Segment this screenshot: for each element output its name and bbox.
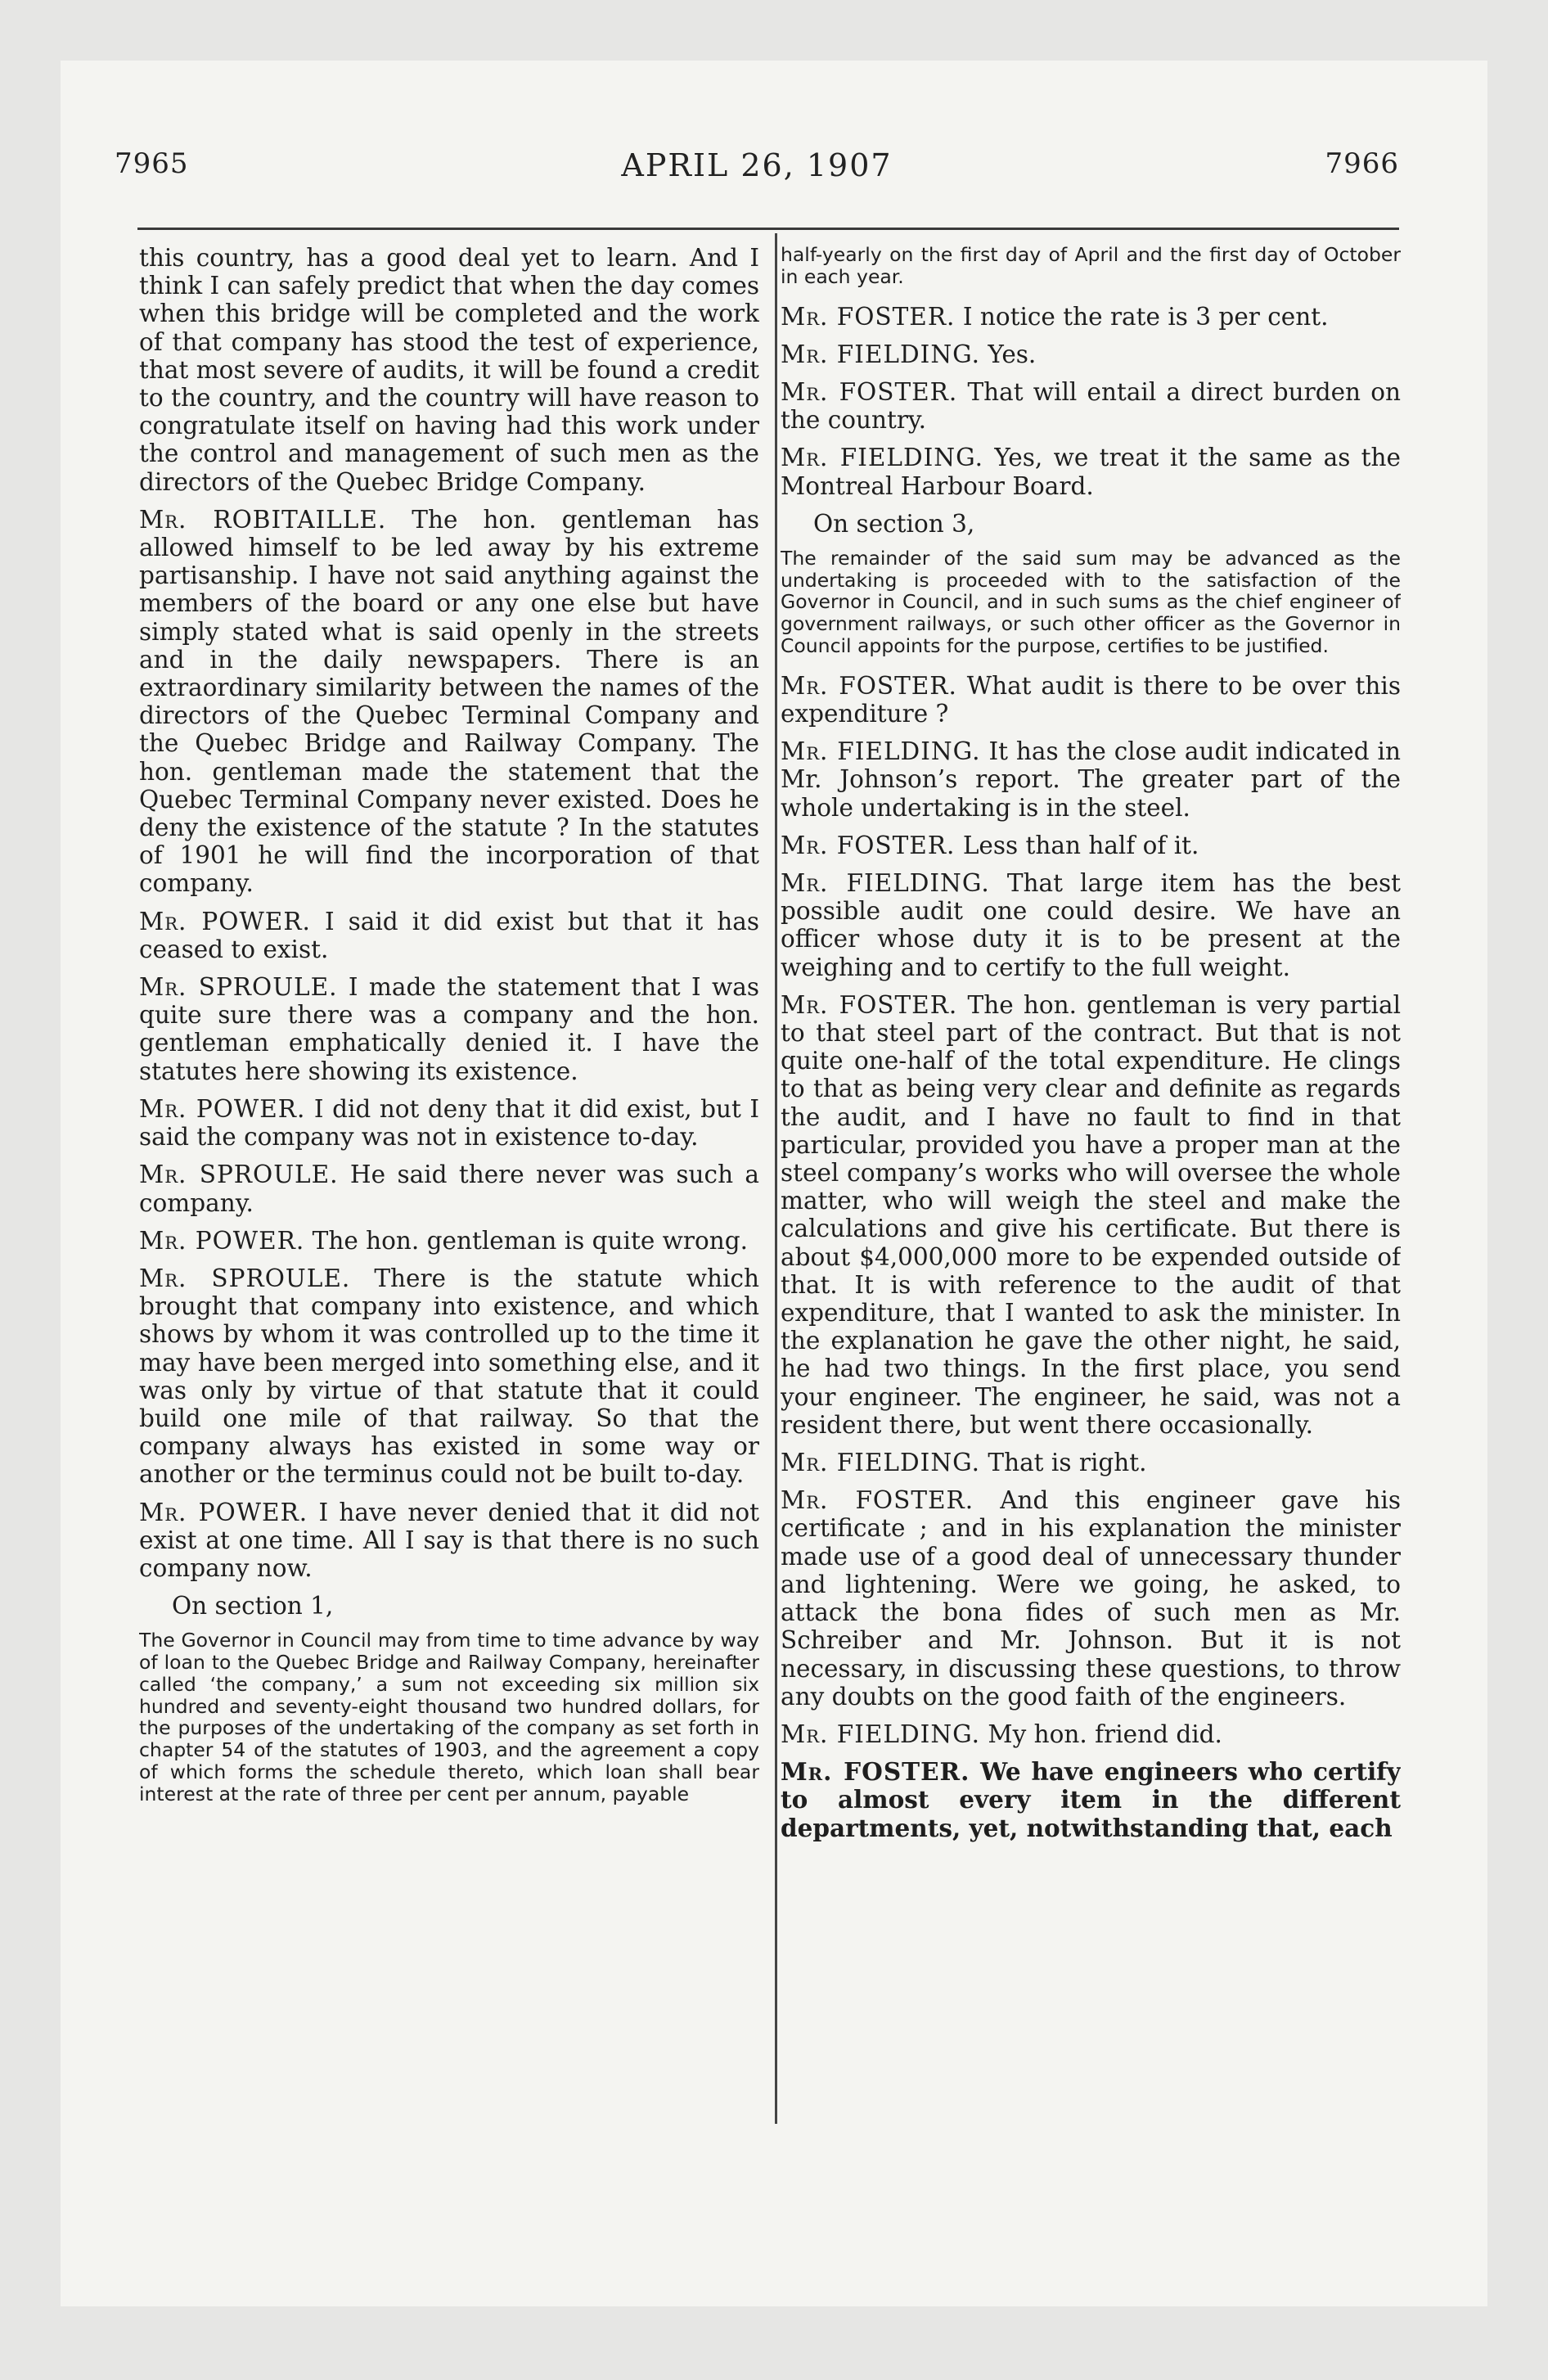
speaker-name: Mr. SPROULE. xyxy=(139,973,338,1002)
speech xyxy=(139,973,759,1085)
speech-text: That large item has the best possible audit one could desire. We have an officer whose duty it is to be present at the weighing and to certify to the full weight. xyxy=(781,869,1401,981)
statute-quote: The Governor in Council may from time to time advance by way of loan to the Quebec Bridge and Railway Company, hereinafter called ‘the company,’ a sum not exceeding six million six hundred and seventy-eight thousand two hundred dollars, for the purposes of the undertaking of the company as set forth in chapter 54 of the statutes of 1903, and the agreement a copy of which forms the schedule thereto, which loan shall bear interest at the rate of three per cent per annum, payable xyxy=(139,1629,759,1805)
speech-text: I have never denied that it did not exist at one time. All I say is that there is no such company now. xyxy=(139,1498,759,1582)
speaker-name: Mr. POWER. xyxy=(139,1226,305,1255)
speech xyxy=(139,1095,759,1151)
speaker-name: Mr. SPROULE. xyxy=(139,1264,351,1292)
speech xyxy=(781,303,1401,331)
speech-text: I notice the rate is 3 per cent. xyxy=(962,302,1329,331)
speaker-name: Mr. FOSTER. xyxy=(781,302,956,331)
speech xyxy=(781,1486,1401,1711)
speech xyxy=(781,737,1401,822)
speaker-name: Mr. FOSTER. xyxy=(781,671,957,700)
speech xyxy=(781,444,1401,499)
speaker-name: Mr. FIELDING. xyxy=(781,737,981,766)
column-divider xyxy=(775,233,777,2124)
speaker-name: Mr. FIELDING. xyxy=(781,869,990,898)
speaker-name: Mr. FIELDING. xyxy=(781,444,983,472)
speech xyxy=(139,1227,759,1255)
speech-text: We have engineers who certify to almost every item in the different departments, yet, notwithstanding that, each xyxy=(781,1757,1401,1842)
header-rule xyxy=(137,228,1399,230)
speech-text: That is right. xyxy=(988,1449,1147,1477)
speech-text: Yes. xyxy=(988,340,1037,368)
speaker-name: Mr. FOSTER. xyxy=(781,1757,970,1787)
speech xyxy=(781,869,1401,981)
speech xyxy=(781,378,1401,434)
speech-text: Less than half of it. xyxy=(962,831,1199,859)
speaker-name: Mr. POWER. xyxy=(139,1094,306,1123)
right-column xyxy=(781,244,1401,2143)
statute-quote-continued: half-yearly on the first day of April and the first day of October in each year. xyxy=(781,244,1401,288)
speaker-name: Mr. FOSTER. xyxy=(781,378,958,406)
speech-text: I made the statement that I was quite sure there was a company and the hon. gentleman emphatically denied it. I have the statutes here showing its existence. xyxy=(139,973,759,1085)
speech-text: Yes, we treat it the same as the Montreal Harbour Board. xyxy=(781,444,1401,500)
speech-text: And this engineer gave his certificate ; and in his explanation the minister made use of a good deal of unnecessary thunder and lightening. Were we going, he asked, to attack the bona fides of such men as Mr. Schreiber and Mr. Johnson. But it is not necessary, in discussing these questions, to throw any doubts on the good faith of the engineers. xyxy=(781,1486,1401,1711)
speech xyxy=(139,908,759,963)
paragraph: this country, has a good deal yet to learn. And I think I can safely predict that when the day comes when this bridge will be completed and the work of that company has stood the test of experience, that most severe of audits, it will be found a credit to the country, and the country will have reason to congratulate itself on having had this work under the control and management of such men as the directors of the Quebec Bridge Company. xyxy=(139,244,759,496)
left-page-number: 7965 xyxy=(115,147,189,180)
speaker-name: Mr. FIELDING. xyxy=(781,1720,981,1748)
speech xyxy=(781,340,1401,368)
speaker-name: Mr. FOSTER. xyxy=(781,831,956,859)
speaker-name: Mr. FIELDING. xyxy=(781,1449,981,1477)
speaker-name: Mr. POWER. xyxy=(139,907,311,935)
statute-quote: The remainder of the said sum may be advanced as the undertaking is proceeded with to the satisfaction of the Governor in Council, and in such sums as the chief engineer of government railways, or such other officer as the Governor in Council appoints for the purpose, certifies to be justified. xyxy=(781,546,1401,657)
speaker-name: Mr. POWER. xyxy=(139,1498,308,1526)
speech xyxy=(781,1758,1401,1842)
speech xyxy=(781,832,1401,859)
speech xyxy=(781,991,1401,1439)
section-heading: On section 1, xyxy=(172,1592,334,1620)
page-date: APRIL 26, 1907 xyxy=(621,147,893,183)
speech-text: I did not deny that it did exist, but I said the company was not in existence to-day. xyxy=(139,1094,759,1152)
speech-text: The hon. gentleman has allowed himself to be led away by his extreme partisanship. I have not said anything against the members of the board or any one else but have simply stated what is said openly in the streets and in the daily newspapers. There is an extraordinary similarity between the names of the directors of the Quebec Terminal Company and the Quebec Bridge and Railway Company. The hon. gentleman made the statement that the Quebec Terminal Company never existed. Does he deny the existence of the statute ? In the statutes of 1901 he will find the incorporation of that company. xyxy=(139,505,759,898)
speech xyxy=(781,1449,1401,1476)
speaker-name: Mr. FIELDING. xyxy=(781,340,981,368)
section-heading: On section 3, xyxy=(813,509,975,538)
speech xyxy=(139,1499,759,1583)
speaker-name: Mr. ROBITAILLE. xyxy=(139,505,387,534)
speech-text: The hon. gentleman is quite wrong. xyxy=(312,1226,749,1255)
speaker-name: Mr. FOSTER. xyxy=(781,990,958,1019)
speech xyxy=(139,1264,759,1489)
speech-text: He said there never was such a company. xyxy=(139,1161,759,1217)
left-column xyxy=(139,244,759,2143)
speech xyxy=(139,506,759,898)
speech-text: What audit is there to be over this expenditure ? xyxy=(781,671,1401,728)
speech-text: My hon. friend did. xyxy=(988,1720,1222,1748)
speech xyxy=(781,1720,1401,1748)
right-page-number: 7966 xyxy=(1325,147,1399,180)
speech-text: I said it did exist but that it has ceased to exist. xyxy=(139,907,759,963)
speech xyxy=(139,1161,759,1216)
speaker-name: Mr. SPROULE. xyxy=(139,1161,339,1189)
speech-text: It has the close audit indicated in Mr. Johnson’s report. The greater part of the whole undertaking is in the steel. xyxy=(781,737,1401,822)
speech-text: The hon. gentleman is very partial to that steel part of the contract. But that is not quite one-half of the total expenditure. He clings to that as being very clear and definite as regards the audit, and I have no fault to find in that particular, provided you have a proper man at the steel company’s works who will oversee the whole matter, who will weigh the steel and make the calculations and give his certificate. But there is about $4,000,000 more to be expended outside of that. It is with reference to the audit of that expenditure, that I wanted to ask the minister. In the explanation he gave the other night, he said, he had two things. In the first place, you send your engineer. The engineer, he said, was not a resident there, but went there occasionally. xyxy=(781,990,1401,1439)
page-header xyxy=(115,147,1399,183)
speech xyxy=(781,672,1401,728)
speech-text: There is the statute which brought that company into existence, and which shows by whom it was controlled up to the time it may have been merged into something else, and it was only by virtue of that statute that it could build one mile of that railway. So that the company always has existed in some way or another or the terminus could not be built to-day. xyxy=(139,1264,759,1489)
speaker-name: Mr. FOSTER. xyxy=(781,1486,974,1515)
speech-text: That will entail a direct burden on the country. xyxy=(781,378,1401,435)
